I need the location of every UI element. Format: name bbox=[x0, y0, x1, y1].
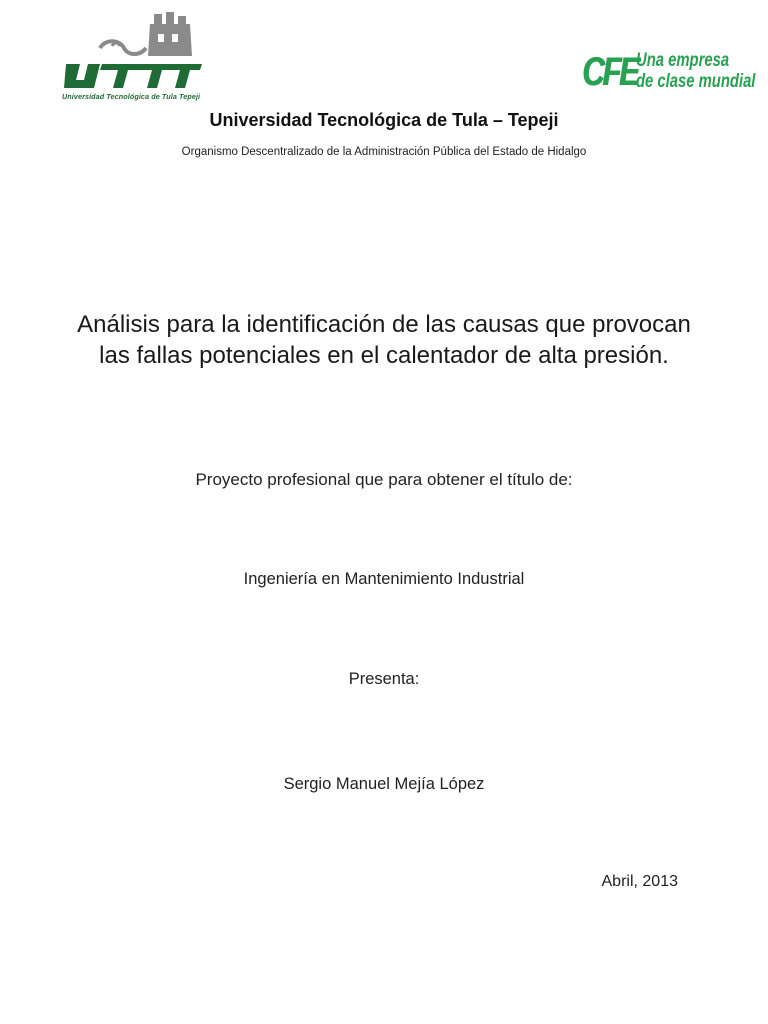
author-name: Sergio Manuel Mejía López bbox=[283, 775, 485, 793]
cfe-logo-mark: CFE bbox=[582, 50, 638, 94]
thesis-purpose: Proyecto profesional que para obtener el título de: bbox=[195, 470, 573, 489]
university-name: Universidad Tecnológica de Tula – Tepeji bbox=[209, 110, 559, 130]
cfe-slogan-line-1: Una empresa bbox=[636, 50, 730, 71]
uttt-emblem-icon bbox=[62, 10, 202, 92]
cfe-slogan-line-2: de clase mundial bbox=[636, 71, 756, 92]
thesis-title-line-1: Análisis para la identificación de las causas que provocan bbox=[77, 311, 691, 338]
uttt-logo-caption: Universidad Tecnológica de Tula Tepeji bbox=[62, 92, 201, 101]
university-subtitle: Organismo Descentralizado de la Administración Pública del Estado de Hidalgo bbox=[181, 146, 587, 158]
presents-label: Presenta: bbox=[348, 670, 420, 688]
thesis-title bbox=[0, 309, 768, 371]
cfe-logo bbox=[582, 44, 756, 104]
degree-name: Ingeniería en Mantenimiento Industrial bbox=[243, 570, 525, 588]
submission-date: Abril, 2013 bbox=[601, 873, 678, 890]
uttt-logo bbox=[62, 10, 202, 104]
thesis-title-line-2: las fallas potenciales en el calentador de alta presión. bbox=[99, 342, 669, 369]
cfe-slogan bbox=[636, 50, 755, 92]
